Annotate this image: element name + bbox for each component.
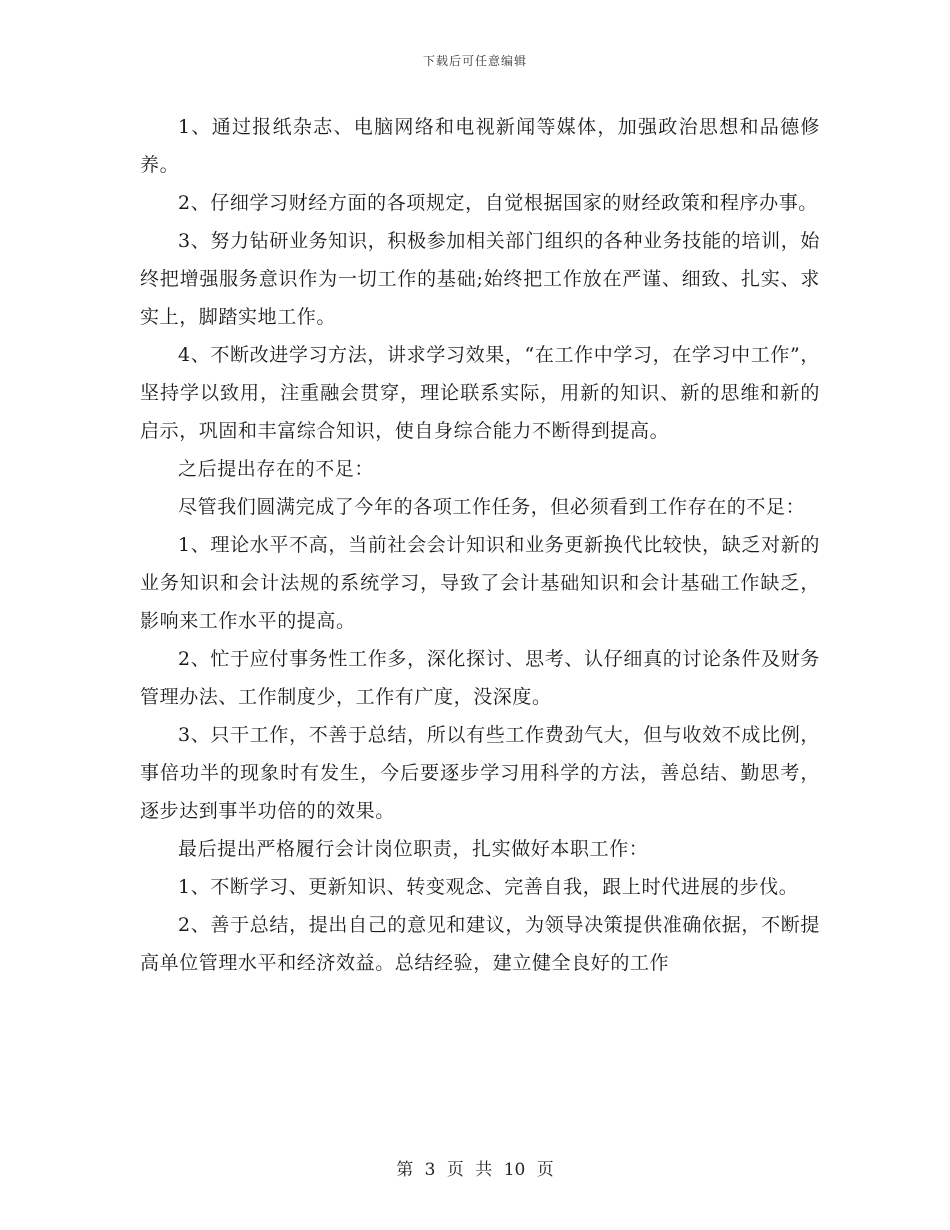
paragraph-duty-summarize: 2、善于总结，提出自己的意见和建议，为领导决策提供准确依据，不断提高单位管理水平和经济效益。总结经验，建立健全良好的工作 (140, 914, 820, 974)
paragraph-study-media: 1、通过报纸杂志、电脑网络和电视新闻等媒体，加强政治思想和品德修养。 (140, 116, 820, 176)
paragraph-business-training: 3、努力钻研业务知识，积极参加相关部门组织的各种业务技能的培训，始终把增强服务意识作为一切工作的基础;始终把工作放在严谨、细致、扎实、求实上，脚踏实地工作。 (140, 230, 820, 328)
page-header: 下载后可任意编辑 (422, 54, 527, 68)
paragraph-shortcomings-lead: 尽管我们圆满完成了今年的各项工作任务，但必须看到工作存在的不足： (178, 496, 806, 518)
page-number-footer: 第 3 页 共 10 页 (396, 1160, 554, 1180)
paragraph-shortcoming-theory: 1、理论水平不高，当前社会会计知识和业务更新换代比较快，缺乏对新的业务知识和会计法规的系统学习，导致了会计基础知识和会计基础工作缺乏，影响来工作水平的提高。 (140, 534, 820, 632)
paragraph-learning-method: 4、不断改进学习方法，讲求学习效果，“在工作中学习，在学习中工作”，坚持学以致用，注重融会贯穿，理论联系实际，用新的知识、新的思维和新的启示，巩固和丰富综合知识，使自身综合能力不断得到提高。 (140, 344, 820, 442)
paragraph-shortcoming-routine-work: 2、忙于应付事务性工作多，深化探讨、思考、认仔细真的讨论条件及财务管理办法、工作制度少，工作有广度，没深度。 (140, 648, 820, 708)
paragraph-finance-rules: 2、仔细学习财经方面的各项规定，自觉根据国家的财经政策和程序办事。 (178, 192, 818, 214)
paragraph-shortcoming-summary: 3、只干工作，不善于总结，所以有些工作费劲气大，但与收效不成比例，事倍功半的现象时有发生，今后要逐步学习用科学的方法，善总结、勤思考，逐步达到事半功倍的的效果。 (140, 724, 820, 822)
paragraph-duty-keep-learning: 1、不断学习、更新知识、转变观念、完善自我，跟上时代进展的步伐。 (178, 876, 799, 898)
paragraph-shortcomings-intro: 之后提出存在的不足： (178, 458, 375, 480)
paragraph-duties-intro: 最后提出严格履行会计岗位职责，扎实做好本职工作： (178, 838, 649, 860)
document-body (140, 108, 820, 982)
